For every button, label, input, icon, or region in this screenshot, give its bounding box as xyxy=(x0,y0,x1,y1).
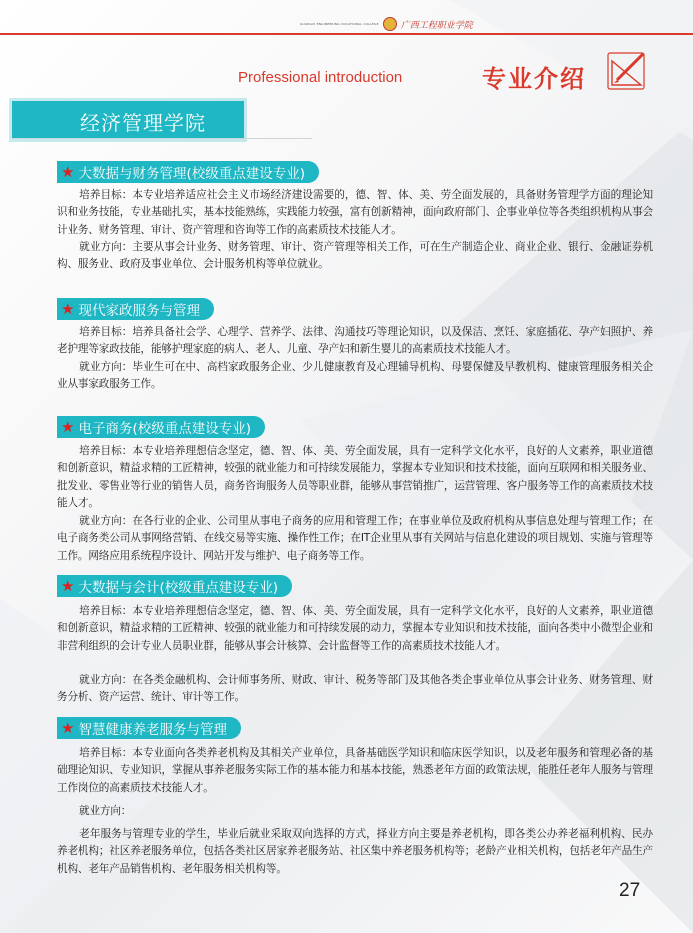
logo-chinese-name: 广西工程职业学院 xyxy=(400,20,473,31)
section-paragraph xyxy=(57,826,653,878)
section-paragraph xyxy=(57,239,653,274)
section-heading xyxy=(57,161,319,183)
star-icon: ★ xyxy=(61,299,75,318)
header-rule xyxy=(0,33,693,35)
header-title-english: Professional introduction xyxy=(238,69,403,86)
paragraph-text: 就业方向：在各类金融机构、会计师事务所、财政、审计、税务等部门及其他各类企事业单位从事会计业务、财务管理、财务分析、资产运营、统计、审计等工作。 xyxy=(57,674,653,704)
section-paragraph xyxy=(57,803,653,820)
college-seal-icon xyxy=(383,17,397,31)
college-banner xyxy=(12,101,244,139)
section-paragraph xyxy=(57,603,653,655)
paragraph-text: 培养目标：本专业培养理想信念坚定，德、智、体、美、劳全面发展，具有一定科学文化水平，良好的人文素养，职业道德和创新意识，精益求精的工匠精神、较强的就业能力和可持续发展的动力，掌握本专业知识和技术技能，面向各类中小微型企业和非营利组织的会计专业人员职业群，能够从事会计核算、会计监督等工作的高素质技术技能人才。 xyxy=(57,605,653,652)
college-logo xyxy=(300,17,473,31)
section-paragraph xyxy=(57,324,653,359)
star-icon: ★ xyxy=(61,417,75,436)
star-icon: ★ xyxy=(61,576,75,595)
section-title: 大数据与财务管理(校级重点建设专业) xyxy=(78,166,305,182)
section-paragraph xyxy=(57,672,653,707)
section-paragraph xyxy=(57,513,653,565)
paragraph-text: 老年服务与管理专业的学生，毕业后就业采取双向选择的方式，择业方向主要是养老机构，即各类公办养老福利机构、民办养老机构；社区养老服务单位，包括各类社区居家养老服务站、社区集中养老服务机构等；老龄产业相关机构，包括老年产品生产机构、老年产品销售机构、老年服务相关机构等。 xyxy=(57,828,653,875)
star-icon: ★ xyxy=(61,718,75,737)
ruler-pencil-icon xyxy=(603,47,649,93)
paragraph-text: 就业方向：毕业生可在中、高档家政服务企业、少儿健康教育及心理辅导机构、母婴保健及早教机构、健康管理服务相关企业从事家政服务工作。 xyxy=(57,361,653,391)
paragraph-text: 培养目标：培养具备社会学、心理学、营养学、法律、沟通技巧等理论知识，以及保洁、烹饪、家庭插花、孕产妇照护、养老护理等家政技能，能够护理家庭的病人、老人、儿童、孕产妇和新生婴儿的高素质技术技能人才。 xyxy=(57,326,653,356)
section-paragraph xyxy=(57,443,653,512)
banner-underline xyxy=(12,138,312,139)
paragraph-text: 就业方向：主要从事会计业务、财务管理、审计、资产管理等相关工作，可在生产制造企业、商业企业、银行、金融证券机构、服务业、政府及事业单位、会计服务机构等单位就业。 xyxy=(57,241,653,271)
section-heading xyxy=(57,416,265,438)
logo-english-name: GUANGXI ENGINEERING VOCATIONAL COLLEGE xyxy=(300,22,379,26)
section-paragraph xyxy=(57,745,653,797)
star-icon: ★ xyxy=(61,162,75,181)
section-heading xyxy=(57,717,241,739)
section-title: 大数据与会计(校级重点建设专业) xyxy=(78,580,278,596)
paragraph-text: 培养目标：本专业培养适应社会主义市场经济建设需要的，德、智、体、美、劳全面发展的，具备财务管理学方面的理论知识和业务技能，专业基础扎实，基本技能熟练，实践能力较强，富有创新精神，面向政府部门、企事业单位等各类组织机构从事会计业务、财务管理、审计、资产管理和咨询等工作的高素质技术技能人才。 xyxy=(57,189,653,236)
paragraph-text: 培养目标：本专业面向各类养老机构及其相关产业单位，具备基础医学知识和临床医学知识，以及老年服务和管理必备的基础理论知识、专业知识，掌握从事养老服务实际工作的基本能力和基本技能，熟悉老年方面的政策法规，能胜任老年人服务与管理工作岗位的高素质技术技能人才。 xyxy=(57,747,653,794)
paragraph-text: 就业方向： xyxy=(79,805,132,817)
section-title: 智慧健康养老服务与管理 xyxy=(78,722,227,738)
section-heading xyxy=(57,298,214,320)
section-title: 电子商务(校级重点建设专业) xyxy=(78,421,251,437)
college-name: 经济管理学院 xyxy=(80,111,206,135)
header-title-chinese: 专业介绍 xyxy=(482,65,586,93)
page-number: 27 xyxy=(619,880,641,901)
section-title: 现代家政服务与管理 xyxy=(78,303,200,319)
section-paragraph xyxy=(57,359,653,394)
section-paragraph xyxy=(57,187,653,239)
paragraph-text: 培养目标：本专业培养理想信念坚定，德、智、体、美、劳全面发展，具有一定科学文化水平，良好的人文素养，职业道德和创新意识，精益求精的工匠精神，较强的就业能力和可持续发展能力，掌握本专业知识和技术技能，面向互联网和相关服务业、批发业、零售业等行业的销售人员，商务咨询服务人员等职业群，能够从事营销推广，运营管理、客户服务等工作的高素质技术技能人才。 xyxy=(57,445,653,509)
paragraph-text: 就业方向：在各行业的企业、公司里从事电子商务的应用和管理工作；在事业单位及政府机构从事信息处理与管理工作；在电子商务类公司从事网络营销、在线交易等实施、操作性工作；在IT企业里从事有关网站与信息化建设的项目规划、实施与管理等工作。网络应用系统程序设计、网站开发与维护、电子商务等工作。 xyxy=(57,515,653,562)
section-heading xyxy=(57,575,292,597)
